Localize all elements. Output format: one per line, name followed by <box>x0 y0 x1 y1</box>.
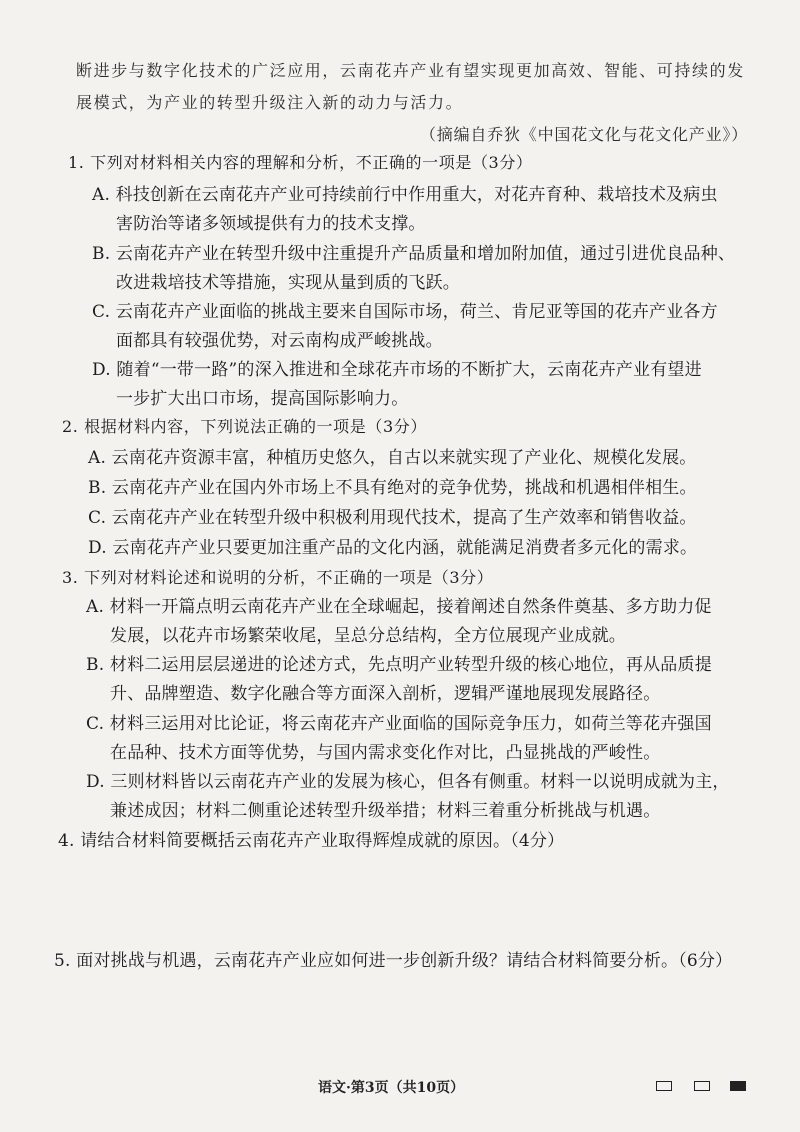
question-3-option-a-line-2: 发展，以花卉市场繁荣收尾，呈总分总结构，全方位展现产业成就。 <box>110 626 626 646</box>
page-marker-empty-2 <box>694 1081 710 1091</box>
question-2-option-b: B. 云南花卉产业在国内外市场上不具有绝对的竞争优势，挑战和机遇相伴相生。 <box>88 478 697 498</box>
question-2-option-d: D. 云南花卉产业只要更加注重产品的文化内涵，就能满足消费者多元化的需求。 <box>88 538 698 558</box>
question-2-option-a: A. 云南花卉资源丰富，种植历史悠久，自古以来就实现了产业化、规模化发展。 <box>88 448 697 468</box>
question-3-option-c-line-2: 在品种、技术方面等优势，与国内需求变化作对比，凸显挑战的严峻性。 <box>110 743 661 763</box>
question-3-option-b-line-2: 升、品牌塑造、数字化融合等方面深入剖析，逻辑严谨地展现发展路径。 <box>110 684 661 704</box>
question-3-option-b-line-1: B. 材料二运用层层递进的论述方式，先点明产业转型升级的核心地位，再从品质提 <box>86 655 712 675</box>
question-2-stem: 2. 根据材料内容，下列说法正确的一项是（3分） <box>62 417 427 436</box>
intro-line-1: 断进步与数字化技术的广泛应用，云南花卉产业有望实现更加高效、智能、可持续的发 <box>76 61 745 80</box>
question-1-option-c-line-2: 面都具有较强优势，对云南构成严峻挑战。 <box>116 331 443 351</box>
page-footer: 语文·第3页（共10页） <box>318 1080 465 1096</box>
page-marker-empty-1 <box>656 1081 672 1091</box>
question-1-option-b-line-2: 改进栽培技术等措施，实现从量到质的飞跃。 <box>116 273 460 293</box>
question-1-option-b-line-1: B. 云南花卉产业在转型升级中注重提升产品质量和增加附加值，通过引进优良品种、 <box>92 244 736 264</box>
question-1-option-a-line-2: 害防治等诸多领域提供有力的技术支撑。 <box>116 214 426 234</box>
question-1-option-d-line-2: 一步扩大出口市场，提高国际影响力。 <box>116 389 409 409</box>
page-marker-filled <box>730 1081 746 1091</box>
question-4: 4. 请结合材料简要概括云南花卉产业取得辉煌成就的原因。（4分） <box>58 831 565 851</box>
intro-line-2: 展模式，为产业的转型升级注入新的动力与活力。 <box>76 93 464 112</box>
question-1-option-c-line-1: C. 云南花卉产业面临的挑战主要来自国际市场，荷兰、肯尼亚等国的花卉产业各方 <box>92 302 718 322</box>
question-1-stem: 1. 下列对材料相关内容的理解和分析，不正确的一项是（3分） <box>68 153 533 172</box>
question-1-option-a-line-1: A. 科技创新在云南花卉产业可持续前行中作用重大，对花卉育种、栽培技术及病虫 <box>92 185 718 205</box>
question-3-option-d-line-2: 兼述成因；材料二侧重论述转型升级举措；材料三着重分析挑战与机遇。 <box>110 801 661 821</box>
question-1-option-d-line-1: D. 随着“一带一路”的深入推进和全球花卉市场的不断扩大，云南花卉产业有望进 <box>92 360 702 380</box>
source-citation: （摘编自乔狄《中国花文化与花文化产业》） <box>420 125 749 144</box>
question-3-stem: 3. 下列对材料论述和说明的分析，不正确的一项是（3分） <box>62 568 494 587</box>
question-3-option-d-line-1: D. 三则材料皆以云南花卉产业的发展为核心，但各有侧重。材料一以说明成就为主， <box>86 772 730 792</box>
question-3-option-c-line-1: C. 材料三运用对比论证，将云南花卉产业面临的国际竞争压力，如荷兰等花卉强国 <box>86 714 712 734</box>
question-2-option-c: C. 云南花卉产业在转型升级中积极利用现代技术，提高了生产效率和销售收益。 <box>88 508 697 528</box>
question-3-option-a-line-1: A. 材料一开篇点明云南花卉产业在全球崛起，接着阐述自然条件奠基、多方助力促 <box>86 597 712 617</box>
question-5: 5. 面对挑战与机遇，云南花卉产业应如何进一步创新升级？请结合材料简要分析。（6分） <box>54 951 733 971</box>
